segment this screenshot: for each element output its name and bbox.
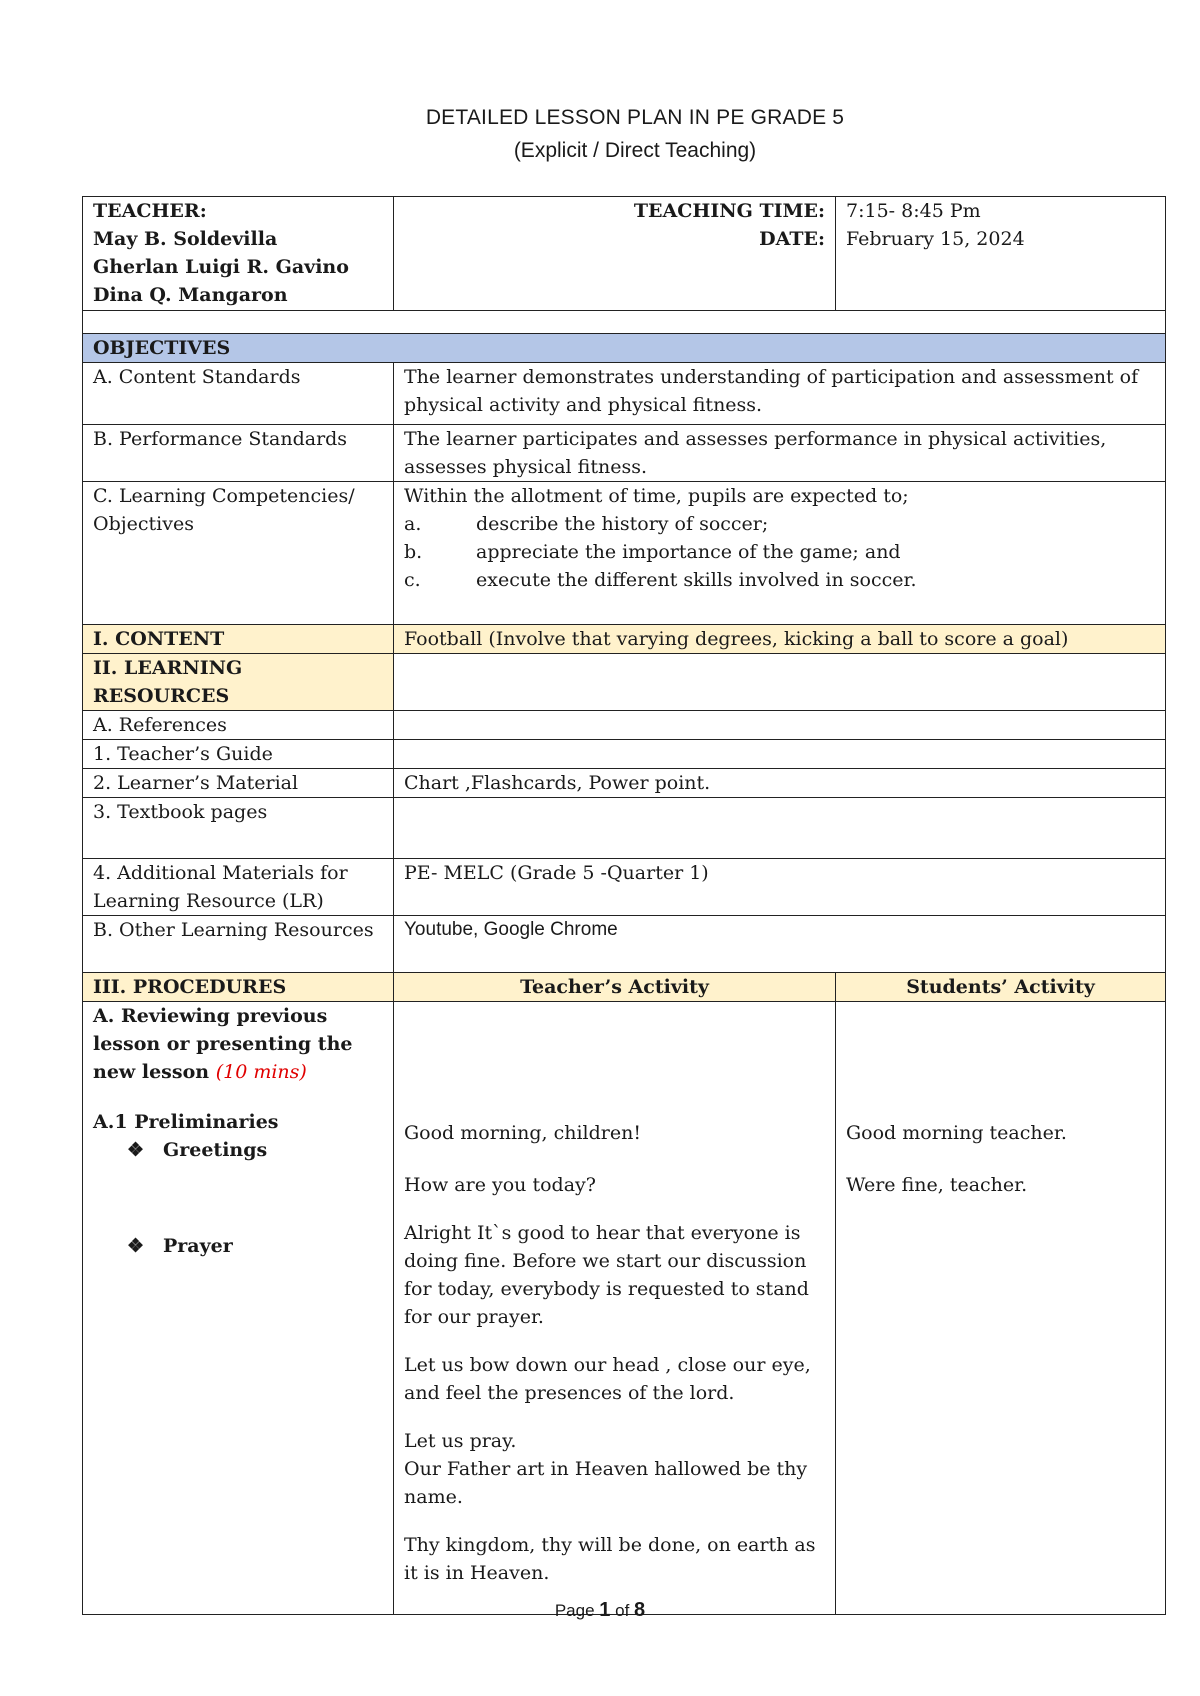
textbook-row	[83, 798, 1166, 859]
of-word: of	[615, 1601, 630, 1620]
performance-standards-value: The learner participates and assesses performance in physical activities, assesses physical fitness.	[394, 425, 1166, 482]
teacher-line: How are you today?	[404, 1174, 596, 1196]
document-title: DETAILED LESSON PLAN IN PE GRADE 5	[425, 106, 845, 129]
page-total: 8	[634, 1599, 646, 1621]
teachers-guide-label: 1. Teacher’s Guide	[83, 740, 394, 769]
list-marker: c.	[404, 569, 421, 591]
learners-material-label: 2. Learner’s Material	[83, 769, 394, 798]
list-marker: b.	[404, 541, 423, 563]
student-activity-cell	[836, 1002, 1166, 1615]
performance-standards-label: B. Performance Standards	[83, 425, 394, 482]
greetings-item	[93, 1136, 383, 1164]
teacher-activity-heading: Teacher’s Activity	[394, 973, 836, 1002]
learners-material-row	[83, 769, 1166, 798]
other-resources-label: B. Other Learning Resources	[83, 916, 394, 973]
student-activity-heading: Students’ Activity	[836, 973, 1166, 1002]
teacher-cell	[83, 197, 394, 311]
time-values-cell	[836, 197, 1166, 311]
preliminaries-label: A.1 Preliminaries	[93, 1111, 279, 1133]
list-item	[404, 510, 1155, 538]
procedure-step-row	[83, 1002, 1166, 1615]
objectives-header-row	[83, 334, 1166, 363]
student-line: Good morning teacher.	[846, 1122, 1067, 1144]
references-label: A. References	[83, 711, 394, 740]
procedures-label: III. PROCEDURES	[83, 973, 394, 1002]
page-word: Page	[554, 1601, 595, 1620]
teacher-line: Our Father art in Heaven hallowed be thy name.	[404, 1458, 808, 1508]
document-subtitle: (Explicit / Direct Teaching)	[513, 139, 757, 162]
teacher-line: Let us pray.	[404, 1430, 517, 1452]
list-marker: a.	[404, 513, 422, 535]
diamond-bullet-icon: ❖	[127, 1235, 145, 1257]
teacher-line: Alright It`s good to hear that everyone is doing fine. Before we start our discussion for today, everybody is requested to stand for our prayer.	[404, 1222, 809, 1328]
teacher-activity-cell	[394, 1002, 836, 1615]
competencies-label: C. Learning Competencies/ Objectives	[83, 482, 394, 625]
additional-materials-label: 4. Additional Materials for Learning Resource (LR)	[83, 859, 394, 916]
content-row	[83, 625, 1166, 654]
header-row	[83, 197, 1166, 311]
greetings-label: Greetings	[163, 1139, 268, 1161]
step-title-text: A. Reviewing previous lesson or presenting the new lesson	[93, 1005, 353, 1083]
date-value: February 15, 2024	[846, 228, 1025, 250]
additional-materials-value: PE- MELC (Grade 5 -Quarter 1)	[394, 859, 1166, 916]
resources-heading: II. LEARNING RESOURCES	[83, 654, 394, 711]
teaching-time-value: 7:15- 8:45 Pm	[846, 200, 981, 222]
content-value: Football (Involve that varying degrees, kicking a ball to score a goal)	[394, 625, 1166, 654]
textbook-label: 3. Textbook pages	[83, 798, 394, 859]
list-text: appreciate the importance of the game; and	[476, 541, 901, 563]
step-time: (10 mins)	[215, 1061, 307, 1083]
procedure-step-cell	[83, 1002, 394, 1615]
list-text: describe the history of soccer;	[476, 513, 769, 535]
teacher-name: Dina Q. Mangaron	[93, 284, 288, 306]
teaching-time-label: TEACHING TIME:	[633, 200, 825, 222]
other-resources-value: Youtube, Google Chrome	[394, 916, 1166, 973]
teacher-name: Gherlan Luigi R. Gavino	[93, 256, 349, 278]
page-number: 1	[599, 1599, 611, 1621]
spacer-row	[83, 311, 1166, 334]
content-standards-row	[83, 363, 1166, 425]
performance-standards-row	[83, 425, 1166, 482]
objectives-heading: OBJECTIVES	[83, 334, 1166, 363]
diamond-bullet-icon: ❖	[127, 1139, 145, 1161]
references-row	[83, 711, 1166, 740]
other-resources-row	[83, 916, 1166, 973]
learners-material-value: Chart ,Flashcards, Power point.	[394, 769, 1166, 798]
content-label: I. CONTENT	[83, 625, 394, 654]
time-labels-cell	[394, 197, 836, 311]
additional-materials-row	[83, 859, 1166, 916]
teacher-line: Let us bow down our head , close our eye, and feel the presences of the lord.	[404, 1354, 811, 1404]
procedures-header-row	[83, 973, 1166, 1002]
list-item	[404, 538, 1155, 566]
competencies-row	[83, 482, 1166, 625]
teacher-name: May B. Soldevilla	[93, 228, 278, 250]
date-label: DATE:	[759, 228, 825, 250]
teachers-guide-row	[83, 740, 1166, 769]
page-footer	[0, 1599, 1200, 1622]
list-text: execute the different skills involved in soccer.	[476, 569, 917, 591]
competencies-value	[394, 482, 1166, 625]
teacher-line: Good morning, children!	[404, 1122, 641, 1144]
step-title	[93, 1002, 383, 1086]
content-standards-value: The learner demonstrates understanding of participation and assessment of physical activity and physical fitness.	[394, 363, 1166, 425]
student-line: Were fine, teacher.	[846, 1174, 1028, 1196]
teacher-line: Thy kingdom, thy will be done, on earth as it is in Heaven.	[404, 1534, 816, 1584]
prayer-item	[93, 1232, 383, 1260]
prayer-label: Prayer	[163, 1235, 233, 1257]
teacher-label: TEACHER:	[93, 200, 207, 222]
lesson-plan-table	[82, 196, 1166, 1615]
competencies-intro: Within the allotment of time, pupils are expected to;	[404, 485, 909, 507]
list-item	[404, 566, 1155, 594]
content-standards-label: A. Content Standards	[83, 363, 394, 425]
resources-header-row	[83, 654, 1166, 711]
